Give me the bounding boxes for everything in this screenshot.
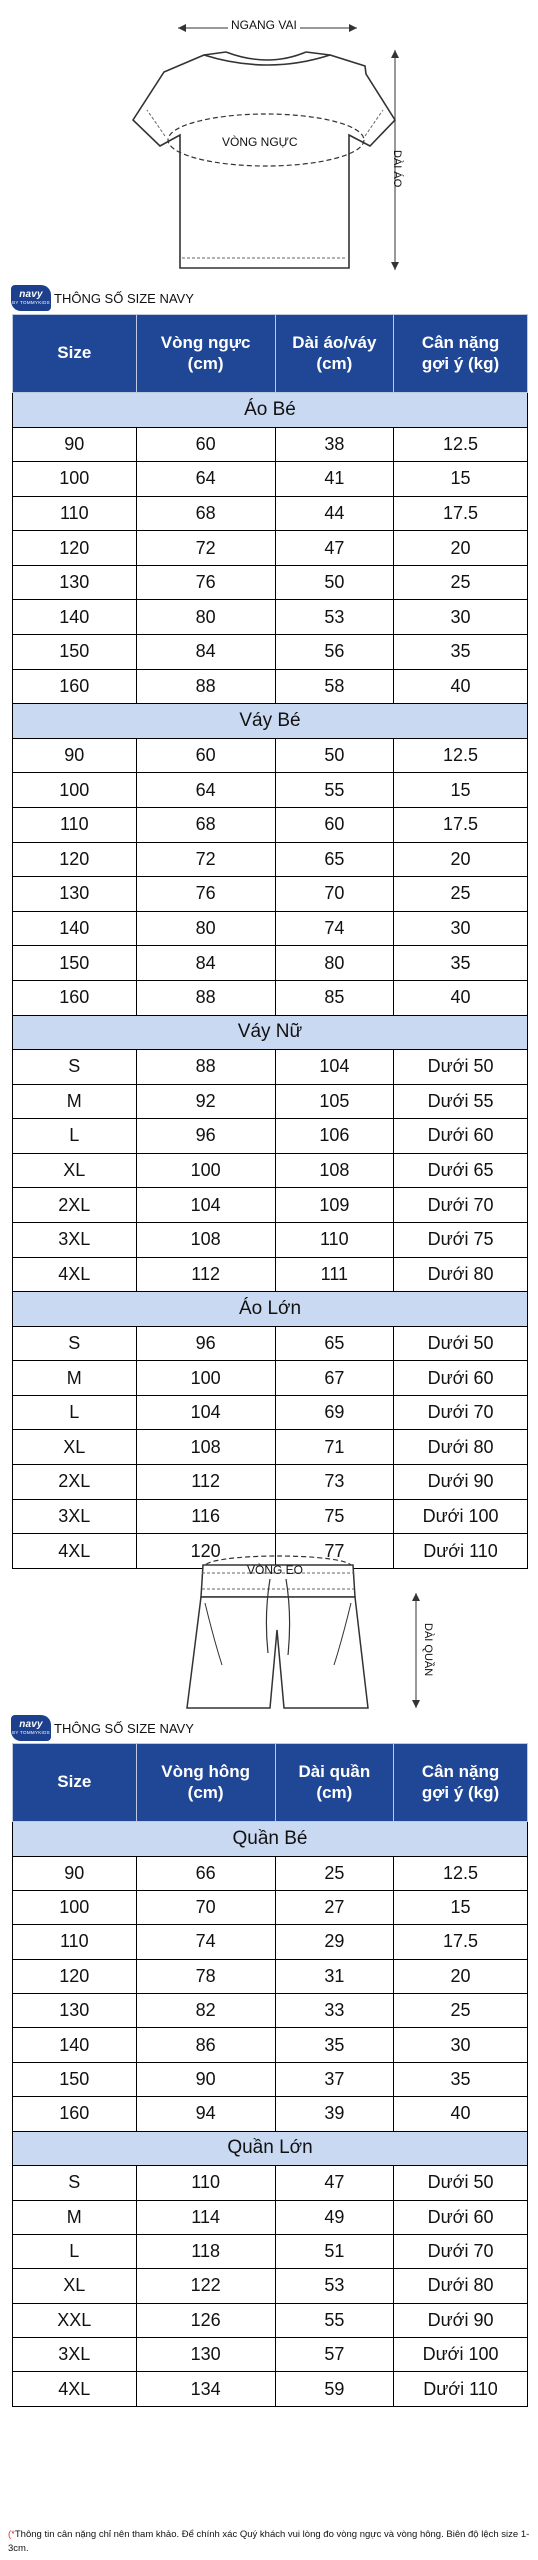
table-cell: 55 (275, 773, 393, 808)
table-cell: 33 (275, 1994, 393, 2028)
table-cell: Dưới 80 (394, 1430, 528, 1465)
logo-subtext: BY TOMMYKIDS (12, 300, 50, 306)
table-cell: 104 (136, 1395, 275, 1430)
table-row (13, 2269, 528, 2303)
shirt-size-table (12, 314, 528, 1569)
column-header-size: Size (13, 315, 137, 393)
table-row (13, 635, 528, 670)
group-header-row (13, 704, 528, 739)
table-cell: 110 (136, 2166, 275, 2200)
group-name: Váy Nữ (13, 1015, 528, 1050)
table-cell: 59 (275, 2372, 393, 2406)
table-cell: 134 (136, 2372, 275, 2406)
table-cell: 20 (394, 531, 528, 566)
table-cell: Dưới 55 (394, 1084, 528, 1119)
table-cell: 55 (275, 2303, 393, 2337)
table-cell: 30 (394, 911, 528, 946)
table-row (13, 911, 528, 946)
table-cell: 120 (136, 1534, 275, 1569)
table-cell: 120 (13, 842, 137, 877)
table-cell: 100 (13, 1890, 137, 1924)
table-cell: 69 (275, 1395, 393, 1430)
chest-label: VÒNG NGỰC (222, 135, 298, 149)
table-cell: Dưới 100 (394, 2338, 528, 2372)
footnote-marker: (* (8, 2529, 15, 2540)
table-cell: 110 (13, 1925, 137, 1959)
table-row (13, 1890, 528, 1924)
table-row (13, 1153, 528, 1188)
column-header-hip: Vòng hông (cm) (136, 1744, 275, 1822)
table-cell: 35 (394, 2062, 528, 2096)
table-cell: 126 (136, 2303, 275, 2337)
table-row (13, 738, 528, 773)
table-cell: XL (13, 1430, 137, 1465)
table-row (13, 565, 528, 600)
table-cell: 2XL (13, 1188, 137, 1223)
table-cell: 53 (275, 2269, 393, 2303)
table-cell: 76 (136, 565, 275, 600)
table-cell: 120 (13, 1959, 137, 1993)
shirt-length-label: DÀI ÁO (391, 150, 403, 188)
table-cell: XL (13, 1153, 137, 1188)
shirt-measurement-diagram (0, 0, 538, 280)
table-row (13, 980, 528, 1015)
table-cell: 118 (136, 2234, 275, 2268)
table-cell: 25 (394, 877, 528, 912)
table-cell: 110 (13, 807, 137, 842)
table-cell: 88 (136, 980, 275, 1015)
table-cell: 130 (13, 877, 137, 912)
table-cell: 25 (394, 1994, 528, 2028)
section-title: THÔNG SỐ SIZE NAVY (54, 290, 194, 306)
table-cell: 40 (394, 980, 528, 1015)
footnote (8, 2528, 533, 2556)
table-cell: 20 (394, 1959, 528, 1993)
table-cell: 90 (136, 2062, 275, 2096)
table-cell: 35 (275, 2028, 393, 2062)
table-cell: 53 (275, 600, 393, 635)
table-cell: 104 (136, 1188, 275, 1223)
table-row (13, 2028, 528, 2062)
table-cell: Dưới 110 (394, 1534, 528, 1569)
table-row (13, 773, 528, 808)
table-cell: 84 (136, 635, 275, 670)
table-cell: 31 (275, 1959, 393, 1993)
table-cell: 30 (394, 600, 528, 635)
table-cell: 12.5 (394, 427, 528, 462)
table-cell: 47 (275, 2166, 393, 2200)
table-cell: 74 (275, 911, 393, 946)
table-cell: 49 (275, 2200, 393, 2234)
table-row (13, 2062, 528, 2096)
table-row (13, 1361, 528, 1396)
shorts-length-label: DÀI QUẦN (422, 1623, 434, 1677)
table-cell: 60 (275, 807, 393, 842)
group-name: Quần Lớn (13, 2131, 528, 2166)
table-cell: Dưới 70 (394, 1188, 528, 1223)
table-cell: 104 (275, 1050, 393, 1085)
table-row (13, 2166, 528, 2200)
table-cell: 72 (136, 531, 275, 566)
table-cell: 160 (13, 669, 137, 704)
table-cell: 57 (275, 2338, 393, 2372)
table-row (13, 1326, 528, 1361)
table-cell: 109 (275, 1188, 393, 1223)
table-cell: Dưới 50 (394, 2166, 528, 2200)
table-cell: 116 (136, 1499, 275, 1534)
table-cell: L (13, 1395, 137, 1430)
table-row (13, 1257, 528, 1292)
footnote-text: Thông tin cân nặng chỉ nên tham khảo. Để chính xác Quý khách vui lòng đo vòng ngực và vòng hông. Biên độ lệch size 1-3cm. (8, 2529, 530, 2554)
logo-subtext: BY TOMMYKIDS (12, 1730, 50, 1736)
table-cell: 66 (136, 1856, 275, 1890)
table-cell: Dưới 70 (394, 2234, 528, 2268)
table-cell: M (13, 1084, 137, 1119)
table-row (13, 1119, 528, 1154)
table-cell: 85 (275, 980, 393, 1015)
table-cell: 140 (13, 2028, 137, 2062)
table-cell: 80 (136, 600, 275, 635)
table-cell: 110 (275, 1222, 393, 1257)
waist-label: VÒNG EO (247, 1563, 304, 1577)
table-row (13, 531, 528, 566)
table-cell: 96 (136, 1326, 275, 1361)
table-cell: 92 (136, 1084, 275, 1119)
table-cell: 160 (13, 980, 137, 1015)
table-row (13, 496, 528, 531)
table-cell: 37 (275, 2062, 393, 2096)
table-cell: 17.5 (394, 1925, 528, 1959)
table-cell: 4XL (13, 1257, 137, 1292)
table-cell: 94 (136, 2097, 275, 2131)
table-row (13, 1188, 528, 1223)
table-row (13, 1925, 528, 1959)
table-cell: 73 (275, 1465, 393, 1500)
table-row (13, 1959, 528, 1993)
shorts-size-table (12, 1743, 528, 2407)
section-title: THÔNG SỐ SIZE NAVY (54, 1720, 194, 1736)
table-cell: 130 (13, 565, 137, 600)
table-cell: 44 (275, 496, 393, 531)
table-cell: 96 (136, 1119, 275, 1154)
table-cell: 82 (136, 1994, 275, 2028)
table-cell: 70 (136, 1890, 275, 1924)
table-row (13, 427, 528, 462)
table-cell: 68 (136, 496, 275, 531)
table-cell: 90 (13, 1856, 137, 1890)
group-header-row (13, 393, 528, 428)
table-cell: Dưới 60 (394, 1361, 528, 1396)
table-cell: 108 (136, 1222, 275, 1257)
table-cell: Dưới 75 (394, 1222, 528, 1257)
table-cell: 108 (275, 1153, 393, 1188)
table-cell: 88 (136, 1050, 275, 1085)
table-cell: 130 (13, 1994, 137, 2028)
table-cell: Dưới 80 (394, 1257, 528, 1292)
navy-logo (11, 1715, 51, 1741)
group-header-row (13, 1822, 528, 1857)
table-header-row (13, 315, 528, 393)
table-row (13, 1499, 528, 1534)
table-cell: 150 (13, 2062, 137, 2096)
table-cell: 122 (136, 2269, 275, 2303)
table-cell: 25 (394, 565, 528, 600)
table-cell: 100 (13, 773, 137, 808)
logo-text: navy (19, 1719, 43, 1731)
navy-logo (11, 285, 51, 311)
table-cell: 100 (136, 1153, 275, 1188)
table-row (13, 1395, 528, 1430)
column-header-length: Dài áo/váy (cm) (275, 315, 393, 393)
table-cell: 17.5 (394, 807, 528, 842)
shorts-outline-illustration (0, 1555, 538, 1710)
table-cell: 30 (394, 2028, 528, 2062)
table-cell: 40 (394, 669, 528, 704)
table-cell: 112 (136, 1257, 275, 1292)
table-row (13, 462, 528, 497)
table-cell: M (13, 1361, 137, 1396)
table-cell: 90 (13, 738, 137, 773)
table-cell: 35 (394, 946, 528, 981)
table-cell: Dưới 70 (394, 1395, 528, 1430)
table-cell: 80 (136, 911, 275, 946)
table-cell: 130 (136, 2338, 275, 2372)
table-cell: Dưới 80 (394, 2269, 528, 2303)
table-cell: Dưới 60 (394, 1119, 528, 1154)
table-cell: 70 (275, 877, 393, 912)
table-row (13, 1222, 528, 1257)
table-cell: Dưới 110 (394, 2372, 528, 2406)
table-cell: 86 (136, 2028, 275, 2062)
group-header-row (13, 1015, 528, 1050)
table-cell: 65 (275, 1326, 393, 1361)
table-cell: 72 (136, 842, 275, 877)
table-cell: 78 (136, 1959, 275, 1993)
group-name: Quần Bé (13, 1822, 528, 1857)
group-header-row (13, 2131, 528, 2166)
shorts-size-header (11, 1713, 194, 1743)
table-cell: S (13, 2166, 137, 2200)
table-cell: 4XL (13, 1534, 137, 1569)
shirt-size-header (11, 283, 194, 313)
table-cell: 60 (136, 738, 275, 773)
table-cell: 3XL (13, 1499, 137, 1534)
table-cell: Dưới 50 (394, 1326, 528, 1361)
table-row (13, 2303, 528, 2337)
table-cell: 35 (394, 635, 528, 670)
table-cell: S (13, 1326, 137, 1361)
table-cell: 40 (394, 2097, 528, 2131)
table-row (13, 1084, 528, 1119)
table-cell: 84 (136, 946, 275, 981)
table-cell: 41 (275, 462, 393, 497)
table-cell: 108 (136, 1430, 275, 1465)
table-cell: 12.5 (394, 1856, 528, 1890)
group-name: Váy Bé (13, 704, 528, 739)
table-row (13, 946, 528, 981)
table-cell: 27 (275, 1890, 393, 1924)
table-cell: 25 (275, 1856, 393, 1890)
table-cell: 3XL (13, 1222, 137, 1257)
table-cell: 106 (275, 1119, 393, 1154)
table-row (13, 877, 528, 912)
table-cell: 51 (275, 2234, 393, 2268)
table-cell: XL (13, 2269, 137, 2303)
table-cell: 111 (275, 1257, 393, 1292)
table-row (13, 842, 528, 877)
table-row (13, 2338, 528, 2372)
table-cell: L (13, 2234, 137, 2268)
table-cell: 50 (275, 738, 393, 773)
table-header-row (13, 1744, 528, 1822)
table-cell: XXL (13, 2303, 137, 2337)
table-row (13, 2097, 528, 2131)
table-cell: Dưới 90 (394, 2303, 528, 2337)
table-cell: 90 (13, 427, 137, 462)
table-row (13, 2372, 528, 2406)
table-row (13, 1465, 528, 1500)
group-name: Áo Lớn (13, 1292, 528, 1327)
table-cell: 39 (275, 2097, 393, 2131)
table-row (13, 1856, 528, 1890)
table-cell: 140 (13, 911, 137, 946)
table-cell: 150 (13, 946, 137, 981)
column-header-chest: Vòng ngực (cm) (136, 315, 275, 393)
table-cell: 12.5 (394, 738, 528, 773)
table-cell: 56 (275, 635, 393, 670)
table-cell: Dưới 65 (394, 1153, 528, 1188)
shorts-measurement-diagram (0, 1555, 538, 1710)
table-row (13, 600, 528, 635)
table-cell: 80 (275, 946, 393, 981)
table-cell: 3XL (13, 2338, 137, 2372)
table-cell: 100 (136, 1361, 275, 1396)
table-cell: 112 (136, 1465, 275, 1500)
table-row (13, 1050, 528, 1085)
column-header-weight: Cân nặng gợi ý (kg) (394, 1744, 528, 1822)
table-cell: 38 (275, 427, 393, 462)
column-header-size: Size (13, 1744, 137, 1822)
table-cell: 60 (136, 427, 275, 462)
table-cell: 50 (275, 565, 393, 600)
table-cell: 77 (275, 1534, 393, 1569)
table-row (13, 1994, 528, 2028)
table-cell: 4XL (13, 2372, 137, 2406)
table-cell: 64 (136, 462, 275, 497)
table-cell: 29 (275, 1925, 393, 1959)
table-cell: 76 (136, 877, 275, 912)
group-header-row (13, 1292, 528, 1327)
table-cell: 64 (136, 773, 275, 808)
table-row (13, 669, 528, 704)
table-cell: S (13, 1050, 137, 1085)
table-cell: 150 (13, 635, 137, 670)
table-cell: 140 (13, 600, 137, 635)
table-cell: 2XL (13, 1465, 137, 1500)
table-cell: 110 (13, 496, 137, 531)
table-row (13, 1430, 528, 1465)
table-cell: 160 (13, 2097, 137, 2131)
table-cell: 68 (136, 807, 275, 842)
table-cell: 71 (275, 1430, 393, 1465)
column-header-length: Dài quần (cm) (275, 1744, 393, 1822)
table-cell: Dưới 50 (394, 1050, 528, 1085)
shoulder-width-label: NGANG VAI (228, 18, 300, 32)
table-cell: Dưới 60 (394, 2200, 528, 2234)
table-cell: 15 (394, 462, 528, 497)
table-cell: 67 (275, 1361, 393, 1396)
table-cell: 65 (275, 842, 393, 877)
table-row (13, 807, 528, 842)
table-cell: 58 (275, 669, 393, 704)
table-cell: Dưới 90 (394, 1465, 528, 1500)
table-cell: 17.5 (394, 496, 528, 531)
table-cell: M (13, 2200, 137, 2234)
logo-text: navy (19, 289, 43, 301)
table-row (13, 2200, 528, 2234)
table-cell: 88 (136, 669, 275, 704)
table-cell: 75 (275, 1499, 393, 1534)
table-row (13, 2234, 528, 2268)
table-cell: 105 (275, 1084, 393, 1119)
table-cell: 120 (13, 531, 137, 566)
column-header-weight: Cân nặng gợi ý (kg) (394, 315, 528, 393)
table-cell: 114 (136, 2200, 275, 2234)
table-cell: 15 (394, 1890, 528, 1924)
table-cell: 47 (275, 531, 393, 566)
table-cell: 15 (394, 773, 528, 808)
table-cell: L (13, 1119, 137, 1154)
table-cell: 74 (136, 1925, 275, 1959)
group-name: Áo Bé (13, 393, 528, 428)
table-cell: 20 (394, 842, 528, 877)
table-cell: 100 (13, 462, 137, 497)
table-cell: Dưới 100 (394, 1499, 528, 1534)
